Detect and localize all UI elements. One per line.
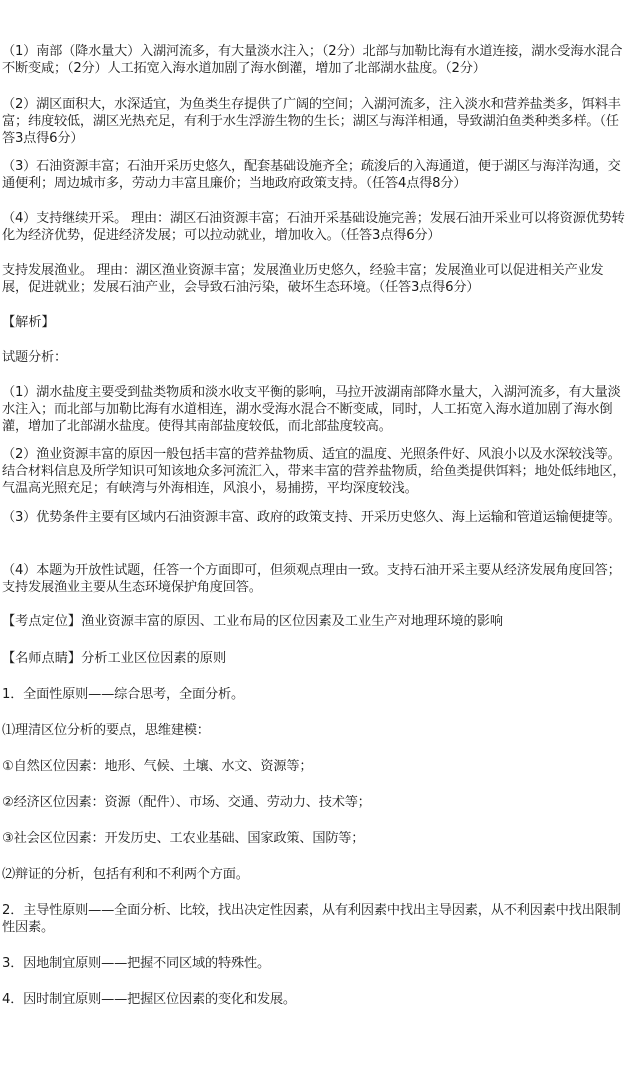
analysis-3: （3）优势条件主要有区域内石油资源丰富、政府的政策支持、开采历史悠久、海上运输和管道运输便捷等。: [2, 510, 621, 525]
analysis-4: （4）本题为开放性试题，任答一个方面即可，但须观点理由一致。支持石油开采主要从经济发展角度回答；支持发展渔业主要从生态环境保护角度回答。: [2, 563, 621, 595]
answer-4: （4）支持继续开采。 理由：湖区石油资源丰富；石油开采基础设施完善；发展石油开采业可以将资源优势转化为经济优势，促进经济发展；可以拉动就业，增加收入。（任答3点得6分）: [2, 211, 625, 243]
kaodian-heading: 【考点定位】渔业资源丰富的原因、工业布局的区位因素及工业生产对地理环境的影响: [2, 614, 504, 629]
factor-social: ③社会区位因素：开发历史、工农业基础、国家政策、国防等；: [2, 831, 365, 846]
answer-5: 支持发展渔业。 理由：湖区渔业资源丰富；发展渔业历史悠久，经验丰富；发展渔业可以促进相关产业发展，促进就业；发展石油产业，会导致石油污染，破坏生态环境。（任答3点得6分）: [2, 263, 604, 295]
factor-natural: ①自然区位因素：地形、气候、土壤、水文、资源等；: [2, 759, 313, 774]
principle-1b: ⑵辩证的分析，包括有利和不利两个方面。: [2, 867, 249, 882]
principle-1a: ⑴理清区位分析的要点，思维建模：: [2, 723, 210, 738]
answer-3: （3）石油资源丰富；石油开采历史悠久，配套基础设施齐全；疏浚后的入海通道，便于湖区与海洋沟通，交通便利；周边城市多，劳动力丰富且廉价；当地政府政策支持。（任答4点得8分）: [2, 159, 621, 191]
answer-2: （2）湖区面积大，水深适宜，为鱼类生存提供了广阔的空间；入湖河流多，注入淡水和营养盐类多，饵料丰富；纬度较低，湖区光热充足，有利于水生浮游生物的生长；湖区与海洋相通，导致湖泊鱼类种类多样。（任答3点得6分）: [2, 97, 621, 146]
analysis-header: 【解析】: [2, 315, 55, 330]
analysis-intro: 试题分析：: [2, 350, 67, 365]
analysis-1: （1）湖水盐度主要受到盐类物质和淡水收支平衡的影响，马拉开波湖南部降水量大，入湖河流多，有大量淡水注入；而北部与加勒比海有水道相连，湖水受海水混合不断变咸，同时，人工拓宽入海水道加剧了海水倒灌，增加了北部湖水盐度。使得其南部盐度较低，而北部盐度较高。: [2, 385, 621, 434]
principle-1: 1．全面性原则——综合思考，全面分析。: [2, 687, 244, 702]
answer-1: （1）南部（降水量大）入湖河流多，有大量淡水注入；（2分）北部与加勒比海有水道连接，湖水受海水混合不断变咸；（2分）人工拓宽入海水道加剧了海水倒灌，增加了北部湖水盐度。（2分）: [2, 44, 623, 76]
mingshi-heading: 【名师点睛】分析工业区位因素的原则: [2, 651, 227, 666]
principle-4: 4．因时制宜原则——把握区位因素的变化和发展。: [2, 992, 296, 1007]
factor-economic: ②经济区位因素：资源（配件）、市场、交通、劳动力、技术等；: [2, 795, 371, 810]
principle-2: 2．主导性原则——全面分析、比较，找出决定性因素，从有利因素中找出主导因素，从不利因素中找出限制性因素。: [2, 903, 621, 935]
principle-3: 3．因地制宜原则——把握不同区域的特殊性。: [2, 956, 270, 971]
analysis-2: （2）渔业资源丰富的原因一般包括丰富的营养盐物质、适宜的温度、光照条件好、风浪小以及水深较浅等。结合材料信息及所学知识可知该地众多河流汇入，带来丰富的营养盐物质，给鱼类提供饵料；地处低纬地区，气温高光照充足；有峡湾与外海相连，风浪小，易捕捞，平均深度较浅。: [2, 447, 626, 496]
